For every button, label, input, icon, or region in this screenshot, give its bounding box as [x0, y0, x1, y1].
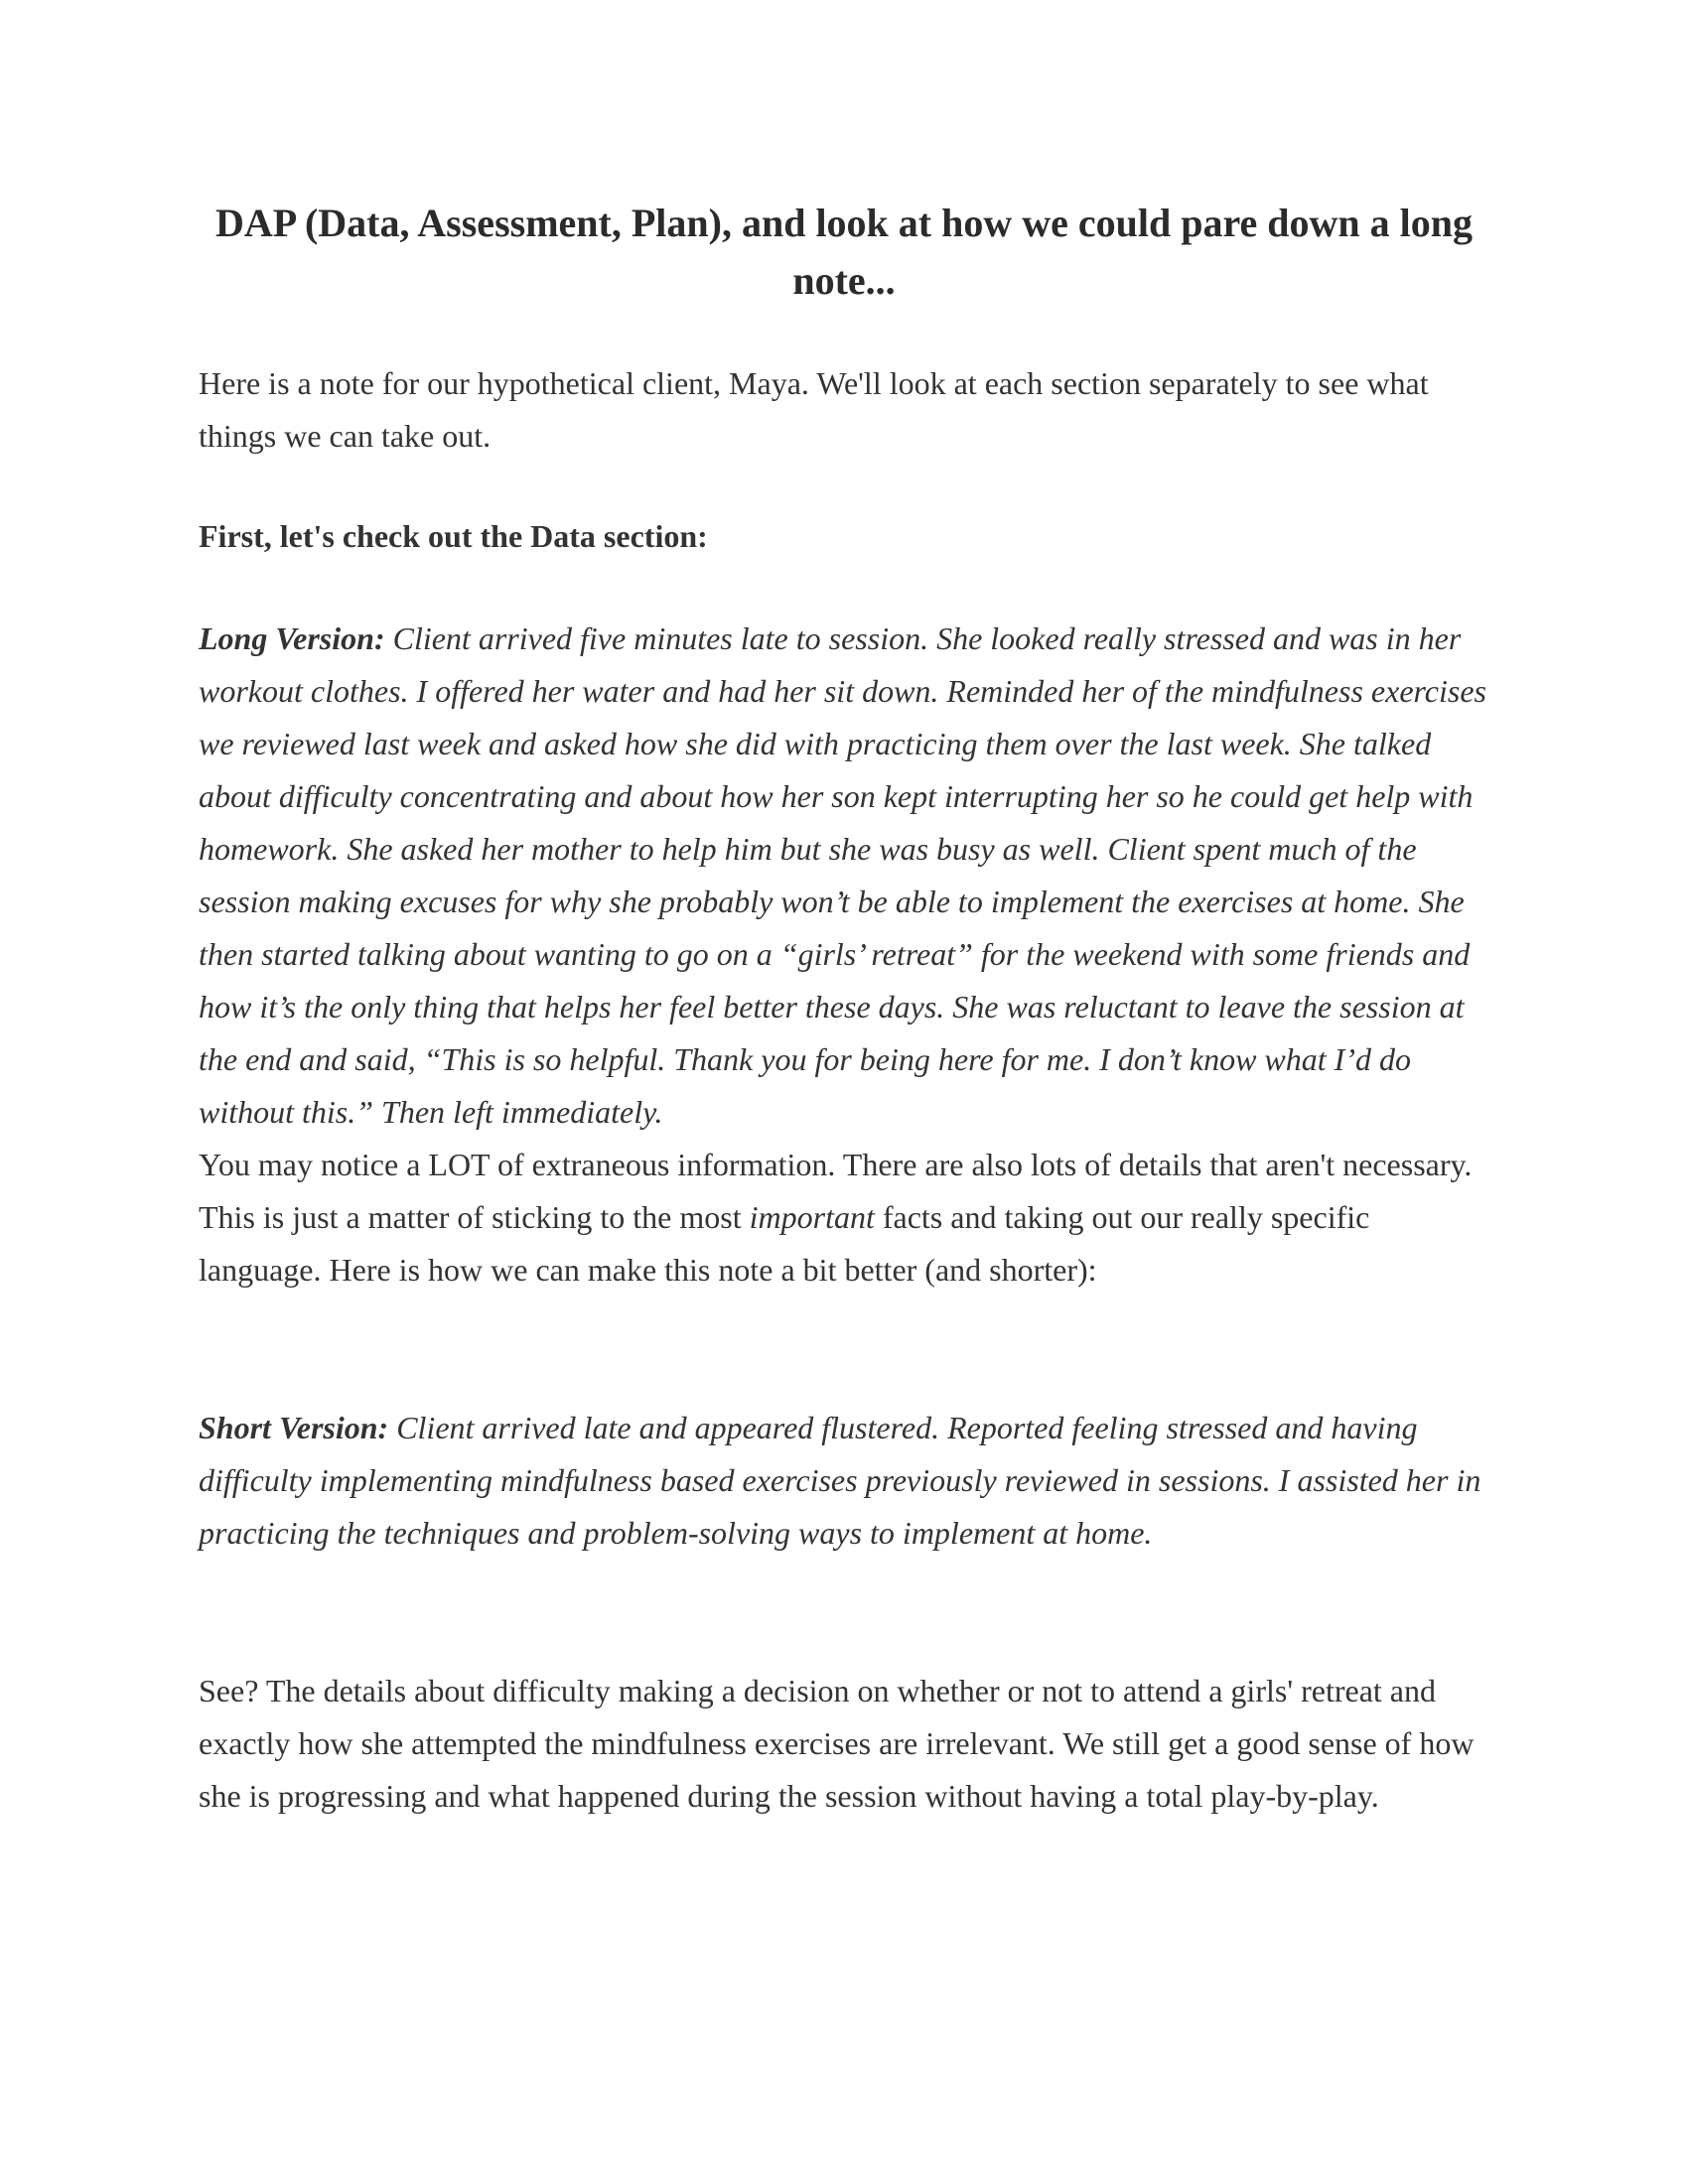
intro-paragraph: Here is a note for our hypothetical client, Maya. We'll look at each section separately to see what things we can take out. — [199, 365, 1429, 454]
commentary-emphasis: important — [749, 1199, 875, 1235]
commentary-paragraph — [199, 1139, 1489, 1297]
commentary-before: You may notice a LOT of extraneous information. There are also lots of details that aren't necessary. This is just a matter of sticking to the most — [199, 1147, 1473, 1235]
data-section-heading: First, let's check out the Data section: — [199, 518, 708, 554]
short-version-label: Short Version: — [199, 1410, 389, 1445]
long-version-label: Long Version: — [199, 620, 385, 656]
long-version-paragraph — [199, 613, 1489, 1139]
long-version-text: Client arrived five minutes late to session. She looked really stressed and was in her workout clothes. I offered her water and had her sit down. Reminded her of the mindfulness exercises we reviewed last week and asked how she did with practicing them over the last week. She talked about difficulty concentrating and about how her son kept interrupting her so he could get help with homework. She asked her mother to help him but she was busy as well. Client spent much of the session making excuses for why she probably won’t be able to implement the exercises at home. She then started talking about wanting to go on a “girls’ retreat” for the weekend with some friends and how it’s the only thing that helps her feel better these days. She was reluctant to leave the session at the end and said, “This is so helpful. Thank you for being here for me. I don’t know what I’d do without this.” Then left immediately. — [199, 620, 1486, 1130]
page-title: DAP (Data, Assessment, Plan), and look at how we could pare down a long note... — [214, 201, 1474, 303]
short-version-text: Client arrived late and appeared flustered. Reported feeling stressed and having difficulty implementing mindfulness based exercises previously reviewed in sessions. I assisted her in practicing the techniques and problem-solving ways to implement at home. — [199, 1410, 1481, 1551]
commentary-after: facts and taking out our really specific language. Here is how we can make this note a bit better (and shorter): — [199, 1199, 1370, 1288]
document-page — [199, 195, 1489, 1823]
conclusion-paragraph: See? The details about difficulty making a decision on whether or not to attend a girls' retreat and exactly how she attempted the mindfulness exercises are irrelevant. We still get a good sense of how she is progressing and what happened during the session without having a total play-by-play. — [199, 1673, 1475, 1814]
short-version-paragraph — [199, 1402, 1489, 1560]
